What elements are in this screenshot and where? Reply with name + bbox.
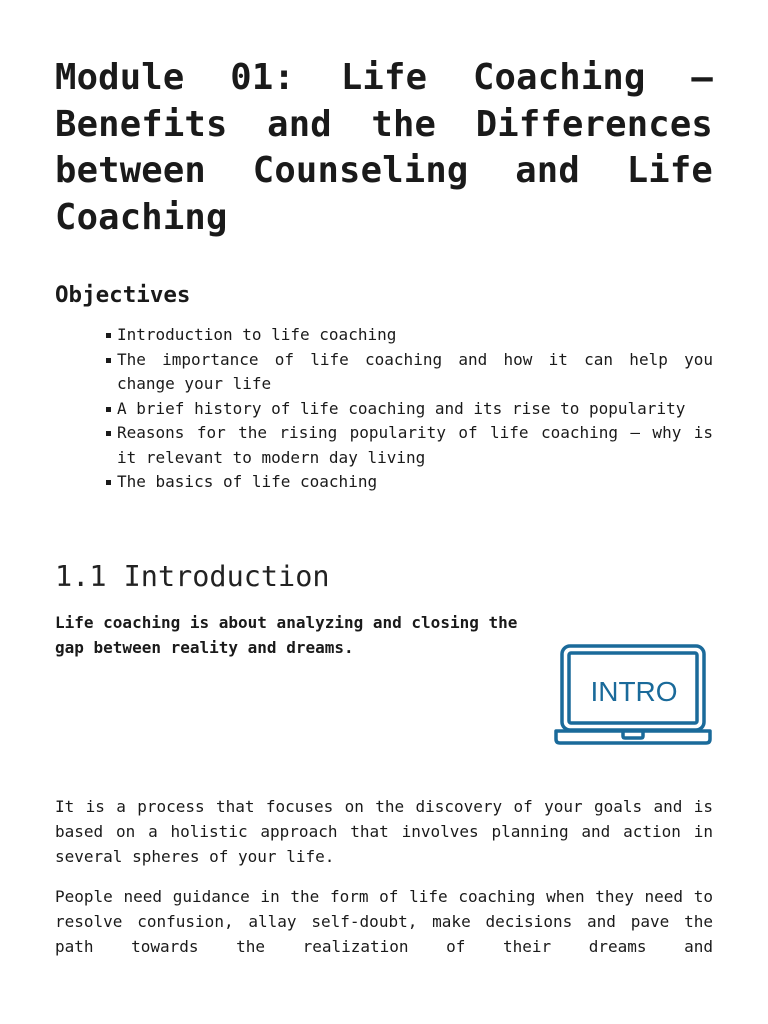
- bullet-icon: [106, 358, 111, 363]
- laptop-screen-text: INTRO: [590, 676, 678, 707]
- body-paragraph: People need guidance in the form of life coaching when they need to resolve confusion, allay self-doubt, make decisions and pave the path towards the realization of their dreams and: [55, 887, 713, 956]
- list-item: [117, 323, 713, 348]
- bullet-icon: [106, 480, 111, 485]
- list-item: [117, 421, 713, 470]
- objectives-list: [117, 323, 713, 495]
- section-heading: 1.1 Introduction: [55, 560, 330, 593]
- bullet-icon: [106, 431, 111, 436]
- list-item: [117, 348, 713, 397]
- list-item: [117, 470, 713, 495]
- list-item-text: The importance of life coaching and how it can help you change your life: [117, 349, 713, 393]
- page-title: Module 01: Life Coaching – Benefits and the Differences between Counseling and Life Coaching: [55, 57, 713, 238]
- list-item-text: The basics of life coaching: [117, 472, 378, 491]
- list-item-text: A brief history of life coaching and its rise to popularity: [117, 398, 686, 418]
- laptop-icon: [553, 643, 713, 749]
- objectives-heading: Objectives: [55, 282, 191, 308]
- bullet-icon: [106, 407, 111, 412]
- list-item-text: Introduction to life coaching: [117, 325, 397, 344]
- list-item: [117, 397, 713, 422]
- lead-paragraph: Life coaching is about analyzing and closing the gap between reality and dreams.: [55, 613, 518, 657]
- list-item-text: Reasons for the rising popularity of life coaching – why is it relevant to modern day living: [117, 423, 713, 467]
- bullet-icon: [106, 333, 111, 338]
- body-paragraph: It is a process that focuses on the discovery of your goals and is based on a holistic approach that involves planning and action in several spheres of your life.: [55, 797, 713, 866]
